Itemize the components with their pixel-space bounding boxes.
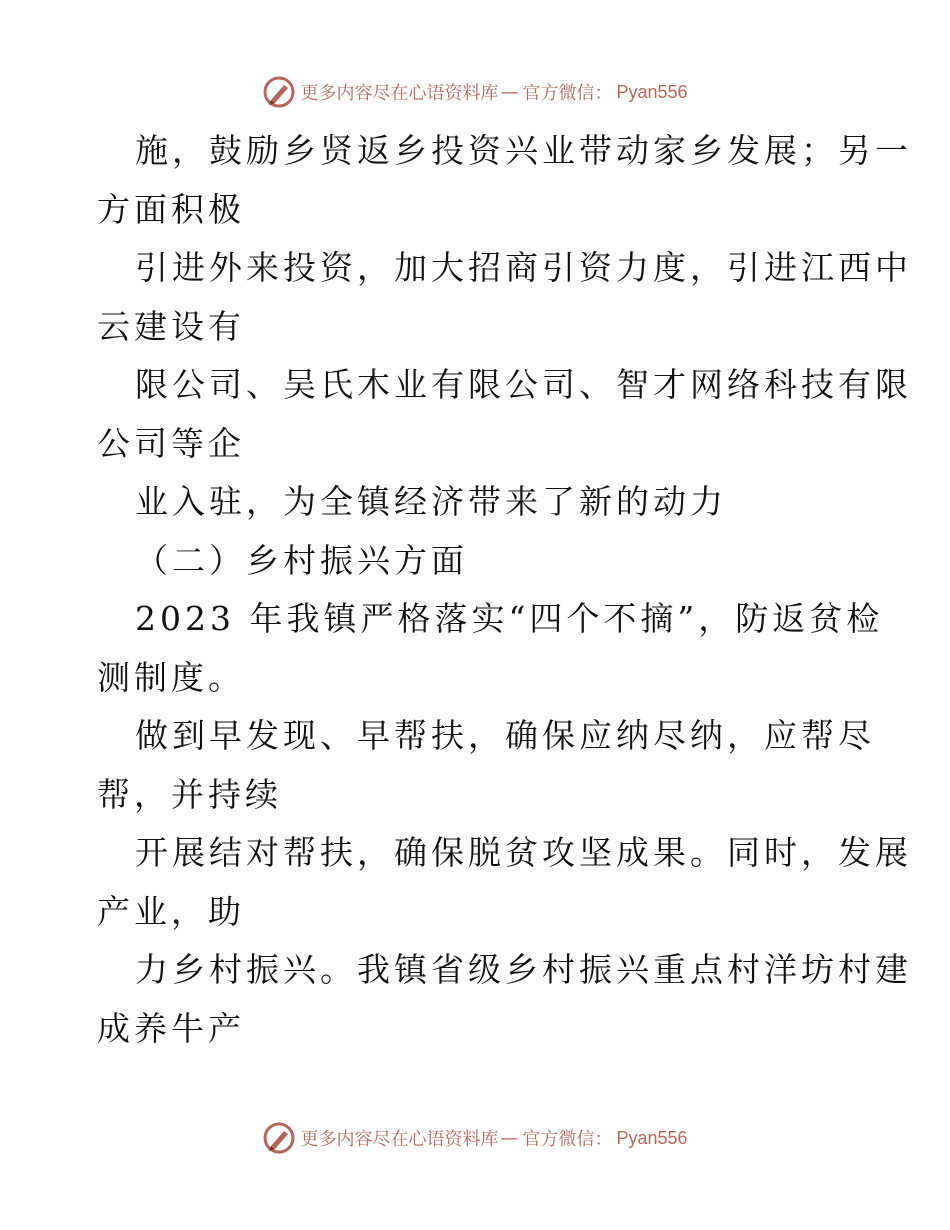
document-body xyxy=(97,122,912,1058)
watermark-wechat-label: 官方微信： xyxy=(522,1129,613,1150)
pen-logo-icon xyxy=(262,1121,296,1155)
watermark-wechat-id: Pyan556 xyxy=(616,1127,688,1148)
paragraph-line: 帮，并持续 xyxy=(97,774,282,814)
paragraph xyxy=(97,122,912,239)
watermark-wechat-label: 官方微信： xyxy=(522,83,613,104)
paragraph-line: 引进外来投资，加大招商引资力度，引进江西中 xyxy=(135,248,912,287)
paragraph-line: 公司等企 xyxy=(97,423,245,463)
paragraph-line: 2023 年我镇严格落实“四个不摘”，防返贫检 xyxy=(135,599,884,638)
header-watermark xyxy=(0,72,950,112)
paragraph xyxy=(97,239,912,356)
section-heading-text: （二）乡村振兴方面 xyxy=(135,540,468,580)
paragraph xyxy=(97,941,912,1058)
watermark-wechat-id: Pyan556 xyxy=(616,81,688,102)
pen-logo-icon xyxy=(262,75,296,109)
paragraph xyxy=(97,356,912,473)
paragraph xyxy=(97,707,875,824)
paragraph-line: 施，鼓励乡贤返乡投资兴业带动家乡发展；另一 xyxy=(135,131,912,170)
paragraph-line: 方面积极 xyxy=(97,189,245,229)
paragraph-line: 成养牛产 xyxy=(97,1008,245,1048)
watermark-text: 更多内容尽在心语资料库 xyxy=(300,1129,499,1150)
paragraph-line: 力乡村振兴。我镇省级乡村振兴重点村洋坊村建 xyxy=(135,950,912,989)
watermark-separator: — xyxy=(500,81,519,103)
paragraph-line: 产业，助 xyxy=(97,891,245,931)
footer-watermark xyxy=(0,1118,950,1158)
paragraph-line: 业入驻，为全镇经济带来了新的动力 xyxy=(135,482,727,521)
watermark-text: 更多内容尽在心语资料库 xyxy=(300,83,499,104)
paragraph-line: 云建设有 xyxy=(97,306,245,346)
paragraph-line: 测制度。 xyxy=(97,657,245,697)
watermark-separator: — xyxy=(500,1127,519,1149)
paragraph xyxy=(97,824,912,941)
paragraph-line: 开展结对帮扶，确保脱贫攻坚成果。同时，发展 xyxy=(135,833,912,872)
paragraph-line: 限公司、吴氏木业有限公司、智才网络科技有限 xyxy=(135,365,912,404)
paragraph-line: 做到早发现、早帮扶，确保应纳尽纳，应帮尽 xyxy=(135,716,875,755)
paragraph xyxy=(97,473,857,532)
section-heading xyxy=(97,532,857,591)
paragraph xyxy=(97,590,884,707)
